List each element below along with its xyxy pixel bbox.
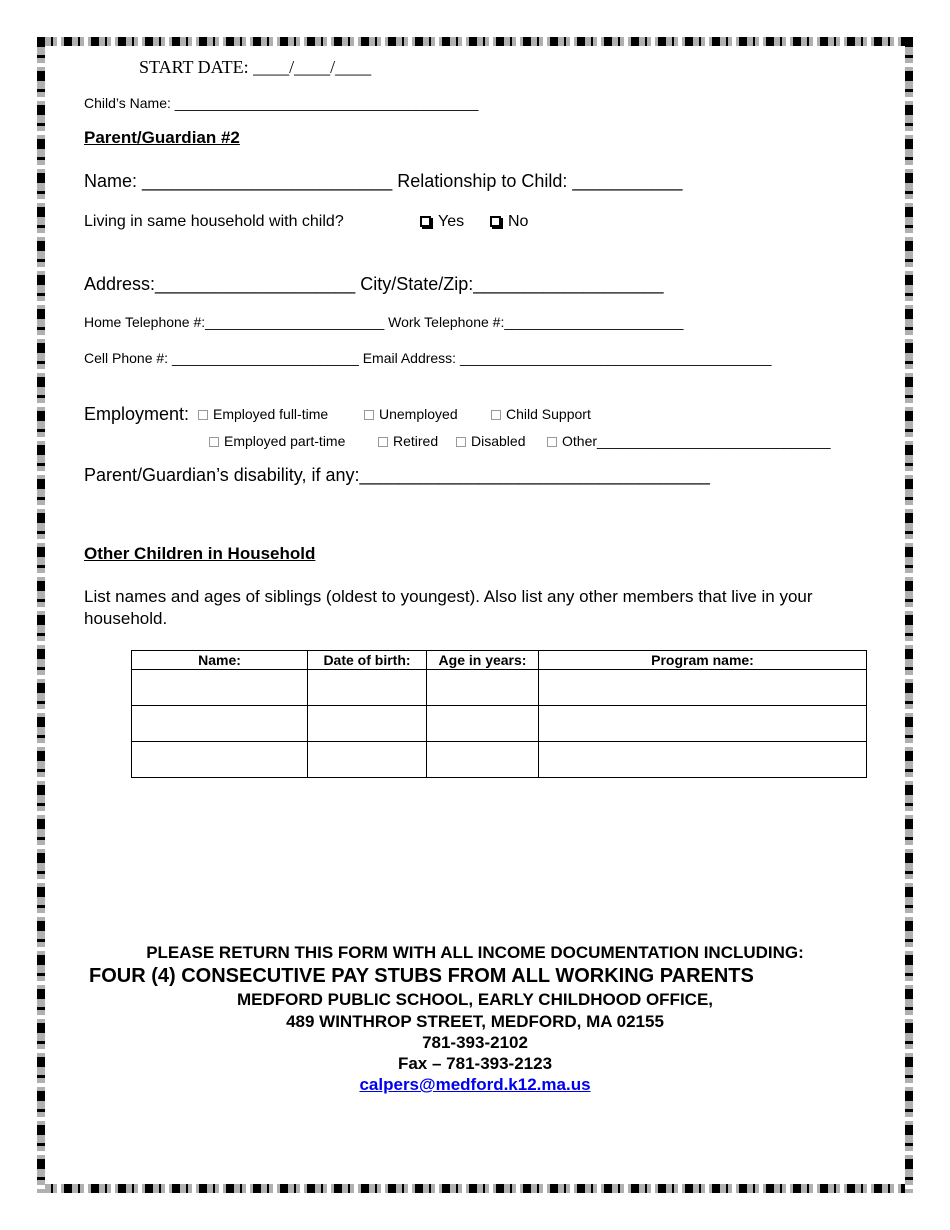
employment-label: Employment: [84, 404, 190, 424]
email-link[interactable]: calpers@medford.k12.ma.us [359, 1075, 591, 1094]
office-phone: 781-393-2102 [422, 1033, 528, 1052]
column-header-dob: Date of birth: [308, 651, 427, 670]
table-row [132, 670, 867, 706]
no-label: No [508, 213, 529, 230]
no-checkbox[interactable] [490, 216, 501, 227]
siblings-table [131, 650, 867, 778]
option-label: Child Support [506, 406, 591, 422]
siblings-instructions: List names and ages of siblings (oldest to youngest). Also list any other members that live in your household. [84, 587, 813, 628]
table-cell[interactable] [132, 670, 308, 706]
table-cell[interactable] [427, 670, 539, 706]
employment-option[interactable] [491, 406, 591, 422]
table-cell[interactable] [539, 742, 867, 778]
employment-option-other[interactable] [547, 433, 831, 449]
checkbox-icon[interactable] [491, 410, 501, 420]
employment-option[interactable] [209, 433, 345, 449]
employment-option[interactable] [198, 406, 328, 422]
telephone-fields[interactable]: Home Telephone #:_______________________ Work Telephone #:_______________________ [84, 314, 684, 330]
table-cell[interactable] [308, 742, 427, 778]
table-cell[interactable] [539, 670, 867, 706]
option-label: Unemployed [379, 406, 458, 422]
option-label: Employed full-time [213, 406, 329, 422]
option-label: Employed part-time [224, 433, 346, 449]
yes-option[interactable] [420, 213, 464, 231]
checkbox-icon[interactable] [456, 437, 466, 447]
office-fax: Fax – 781-393-2123 [397, 1054, 553, 1073]
childs-name-field[interactable]: Child’s Name: _______________________________________ [84, 95, 479, 111]
other-field[interactable]: Other______________________________ [562, 433, 831, 449]
option-label: Retired [393, 433, 439, 449]
table-cell[interactable] [308, 670, 427, 706]
table-cell[interactable] [132, 706, 308, 742]
address-field[interactable]: Address:____________________ City/State/Zip:___________________ [84, 274, 664, 294]
page-border-bottom [37, 1184, 913, 1193]
column-header-age: Age in years: [427, 651, 539, 670]
checkbox-icon[interactable] [209, 437, 219, 447]
name-relationship-field[interactable]: Name: _________________________ Relationship to Child: ___________ [84, 171, 683, 191]
column-header-program: Program name: [539, 651, 867, 670]
option-label: Disabled [471, 433, 526, 449]
table-header-row [132, 651, 867, 670]
disability-field[interactable]: Parent/Guardian’s disability, if any:___________________________________ [84, 465, 710, 485]
table-cell[interactable] [427, 706, 539, 742]
checkbox-icon[interactable] [364, 410, 374, 420]
pay-stubs-notice: FOUR (4) CONSECUTIVE PAY STUBS FROM ALL WORKING PARENTS [89, 965, 754, 987]
table-cell[interactable] [539, 706, 867, 742]
checkbox-icon[interactable] [198, 410, 208, 420]
living-question: Living in same household with child? [84, 213, 344, 230]
table-cell[interactable] [427, 742, 539, 778]
table-row [132, 742, 867, 778]
no-option[interactable] [490, 213, 528, 231]
cell-email-fields[interactable]: Cell Phone #: ________________________ Email Address: ________________________________________ [84, 350, 772, 366]
office-name: MEDFORD PUBLIC SCHOOL, EARLY CHILDHOOD OFFICE, [236, 990, 714, 1009]
table-cell[interactable] [308, 706, 427, 742]
yes-checkbox[interactable] [420, 216, 431, 227]
office-email-row [45, 1075, 905, 1095]
page-border-left [37, 37, 45, 1193]
column-header-name: Name: [132, 651, 308, 670]
guardian-section-title: Parent/Guardian #2 [84, 128, 240, 147]
office-address: 489 WINTHROP STREET, MEDFORD, MA 02155 [286, 1012, 664, 1031]
yes-label: Yes [438, 213, 465, 230]
table-row [132, 706, 867, 742]
employment-option[interactable] [456, 433, 525, 449]
start-date-field[interactable]: START DATE: ____/____/____ [139, 57, 372, 77]
table-cell[interactable] [132, 742, 308, 778]
checkbox-icon[interactable] [547, 437, 557, 447]
employment-option[interactable] [378, 433, 438, 449]
siblings-section-title: Other Children in Household [84, 544, 316, 563]
employment-option[interactable] [364, 406, 458, 422]
return-instructions: PLEASE RETURN THIS FORM WITH ALL INCOME DOCUMENTATION INCLUDING: [146, 943, 804, 962]
page-border-top [37, 37, 913, 46]
checkbox-icon[interactable] [378, 437, 388, 447]
page-border-right [905, 37, 913, 1193]
